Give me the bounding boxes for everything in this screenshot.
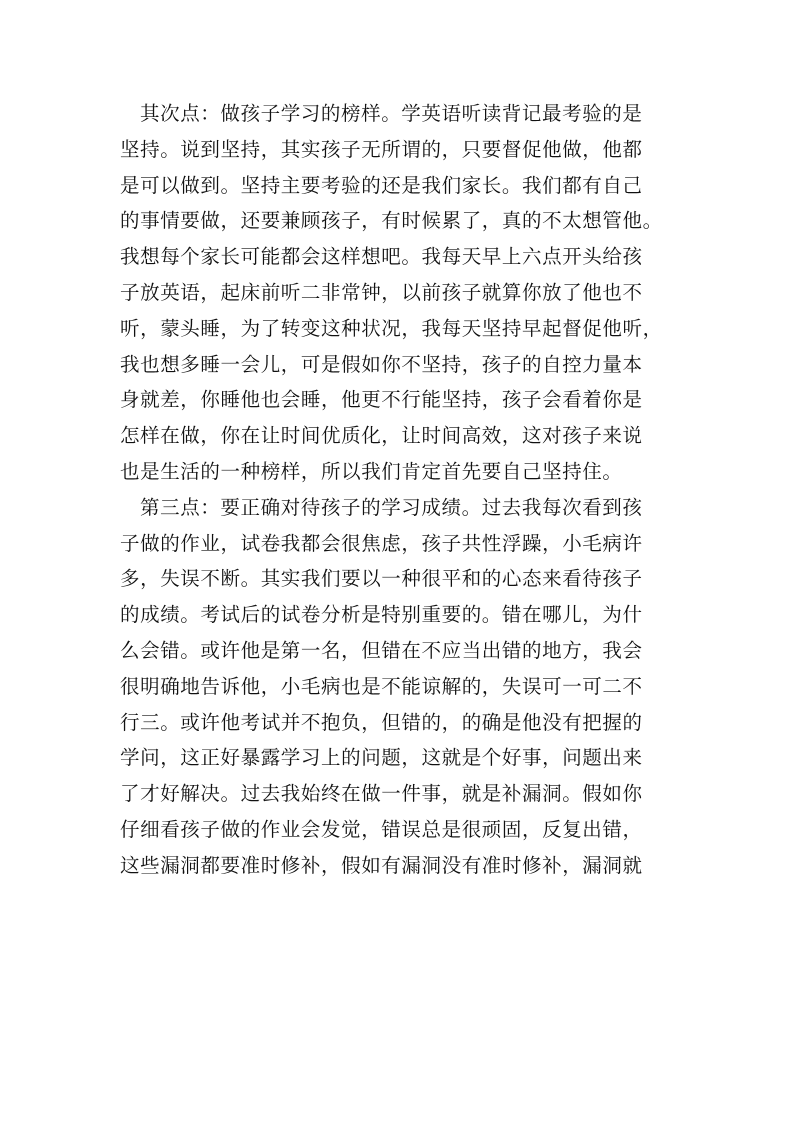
paragraph-line: 我也想多睡一会儿，可是假如你不坚持，孩子的自控力量本 bbox=[120, 352, 643, 376]
paragraph-line: 多，失误不断。其实我们要以一种很平和的心态来看待孩子 bbox=[120, 567, 643, 591]
paragraph-line: 很明确地告诉他，小毛病也是不能谅解的，失误可一可二不 bbox=[120, 674, 643, 698]
paragraph-line: 行三。或许他考试并不抱负，但错的，的确是他没有把握的 bbox=[120, 710, 643, 734]
paragraph-line: 这些漏洞都要准时修补，假如有漏洞没有准时修补，漏洞就 bbox=[120, 853, 643, 877]
paragraph-line: 的成绩。考试后的试卷分析是特别重要的。错在哪儿，为什 bbox=[120, 603, 643, 627]
paragraph-line: 也是生活的一种榜样，所以我们肯定首先要自己坚持住。 bbox=[120, 459, 623, 483]
paragraph-line: 怎样在做，你在让时间优质化，让时间高效，这对孩子来说 bbox=[120, 424, 643, 448]
body-text bbox=[120, 96, 685, 884]
paragraph-line: 其次点：做孩子学习的榜样。学英语听读背记最考验的是 bbox=[140, 102, 643, 125]
paragraph-line: 第三点：要正确对待孩子的学习成绩。过去我每次看到孩 bbox=[140, 495, 643, 519]
paragraph-line: 么会错。或许他是第一名，但错在不应当出错的地方，我会 bbox=[120, 638, 643, 662]
paragraph-line: 子放英语，起床前听二非常钟，以前孩子就算你放了他也不 bbox=[120, 280, 643, 304]
paragraph-line: 身就差，你睡他也会睡，他更不行能坚持，孩子会看着你是 bbox=[120, 388, 643, 412]
paragraph-line: 坚持。说到坚持，其实孩子无所谓的，只要督促他做，他都 bbox=[120, 137, 643, 161]
paragraph-line: 学问，这正好暴露学习上的问题，这就是个好事，问题出来 bbox=[120, 746, 643, 770]
paragraph-line: 我想每个家长可能都会这样想吧。我每天早上六点开头给孩 bbox=[120, 245, 643, 269]
paragraph-line: 的事情要做，还要兼顾孩子，有时候累了，真的不太想管他。 bbox=[120, 209, 663, 233]
paragraph-line: 是可以做到。坚持主要考验的还是我们家长。我们都有自己 bbox=[120, 173, 643, 197]
paragraph-line: 了才好解决。过去我始终在做一件事，就是补漏洞。假如你 bbox=[120, 782, 643, 806]
paragraph-line: 子做的作业，试卷我都会很焦虑，孩子共性浮躁，小毛病许 bbox=[120, 531, 643, 555]
paragraph-line: 听，蒙头睡，为了转变这种状况，我每天坚持早起督促他听， bbox=[120, 316, 663, 340]
paragraph-line: 仔细看孩子做的作业会发觉，错误总是很顽固，反复出错， bbox=[120, 817, 643, 841]
